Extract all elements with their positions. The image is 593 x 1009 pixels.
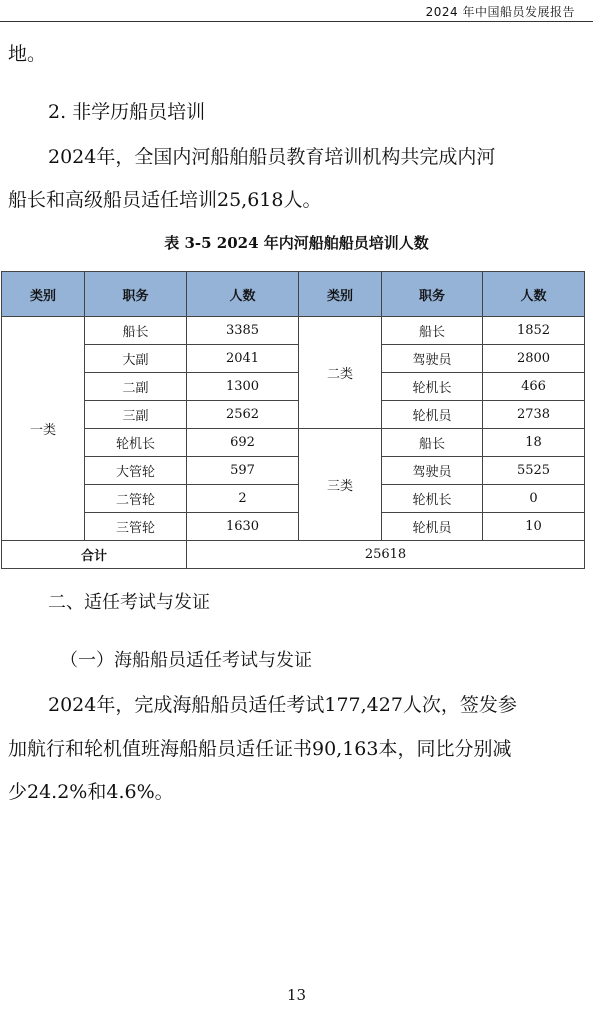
- category-cell: 三类: [299, 429, 382, 541]
- role-cell: 驾驶员: [382, 457, 483, 485]
- count-cell: 2800: [483, 345, 585, 373]
- table-caption: 表 3-5 2024 年内河船舶船员培训人数: [164, 234, 429, 252]
- column-header: 人数: [483, 272, 585, 317]
- column-header: 职务: [85, 272, 187, 317]
- subsection-heading: （一）海船船员适任考试与发证: [60, 650, 312, 671]
- role-cell: 轮机员: [382, 513, 483, 541]
- count-cell: 466: [483, 373, 585, 401]
- column-header: 类别: [299, 272, 382, 317]
- role-cell: 二副: [85, 373, 187, 401]
- role-cell: 大副: [85, 345, 187, 373]
- table-row: [2, 513, 585, 541]
- category-cell: 一类: [2, 317, 85, 541]
- running-head: [0, 0, 593, 22]
- paragraph-line: 少24.2%和4.6%。: [8, 781, 174, 803]
- paragraph-line: 2024年，完成海船船员适任考试177,427人次，签发参: [48, 694, 517, 716]
- role-cell: 轮机员: [382, 401, 483, 429]
- role-cell: 驾驶员: [382, 345, 483, 373]
- paragraph-line: 加航行和轮机值班海船船员适任证书90,163本，同比分别减: [8, 738, 512, 760]
- table-row: [2, 345, 585, 373]
- running-head-title: 2024 年中国船员发展报告: [425, 5, 575, 19]
- count-cell: 2738: [483, 401, 585, 429]
- role-cell: 大管轮: [85, 457, 187, 485]
- role-cell: 轮机长: [382, 485, 483, 513]
- table-row: [2, 429, 585, 457]
- count-cell: 1630: [187, 513, 299, 541]
- column-header: 类别: [2, 272, 85, 317]
- count-cell: 2041: [187, 345, 299, 373]
- column-header: 职务: [382, 272, 483, 317]
- table-total-row: [2, 541, 585, 569]
- count-cell: 597: [187, 457, 299, 485]
- role-cell: 轮机长: [85, 429, 187, 457]
- page-number: 13: [286, 986, 307, 1004]
- table-row: [2, 401, 585, 429]
- table-row: [2, 457, 585, 485]
- table-row: [2, 373, 585, 401]
- count-cell: 2562: [187, 401, 299, 429]
- count-cell: 0: [483, 485, 585, 513]
- count-cell: 10: [483, 513, 585, 541]
- section-heading: 二、适任考试与发证: [48, 592, 210, 613]
- category-cell: 二类: [299, 317, 382, 429]
- count-cell: 18: [483, 429, 585, 457]
- header-rule: [0, 21, 593, 22]
- total-label: 合计: [2, 541, 187, 569]
- count-cell: 2: [187, 485, 299, 513]
- role-cell: 三副: [85, 401, 187, 429]
- role-cell: 船长: [382, 429, 483, 457]
- count-cell: 1852: [483, 317, 585, 345]
- role-cell: 三管轮: [85, 513, 187, 541]
- subheading-non-degree-training: 2. 非学历船员培训: [48, 101, 206, 123]
- count-cell: 692: [187, 429, 299, 457]
- table-row: [2, 485, 585, 513]
- table-row: [2, 317, 585, 345]
- role-cell: 船长: [382, 317, 483, 345]
- training-table: [1, 271, 585, 569]
- count-cell: 1300: [187, 373, 299, 401]
- paragraph-continuation: 地。: [8, 43, 47, 65]
- paragraph-line: 船长和高级船员适任培训25,618人。: [8, 189, 322, 211]
- count-cell: 3385: [187, 317, 299, 345]
- role-cell: 船长: [85, 317, 187, 345]
- role-cell: 二管轮: [85, 485, 187, 513]
- paragraph-line: 2024年，全国内河船舶船员教育培训机构共完成内河: [48, 146, 496, 168]
- column-header: 人数: [187, 272, 299, 317]
- count-cell: 5525: [483, 457, 585, 485]
- role-cell: 轮机长: [382, 373, 483, 401]
- table-header-row: [2, 272, 585, 317]
- total-value: 25618: [187, 541, 585, 569]
